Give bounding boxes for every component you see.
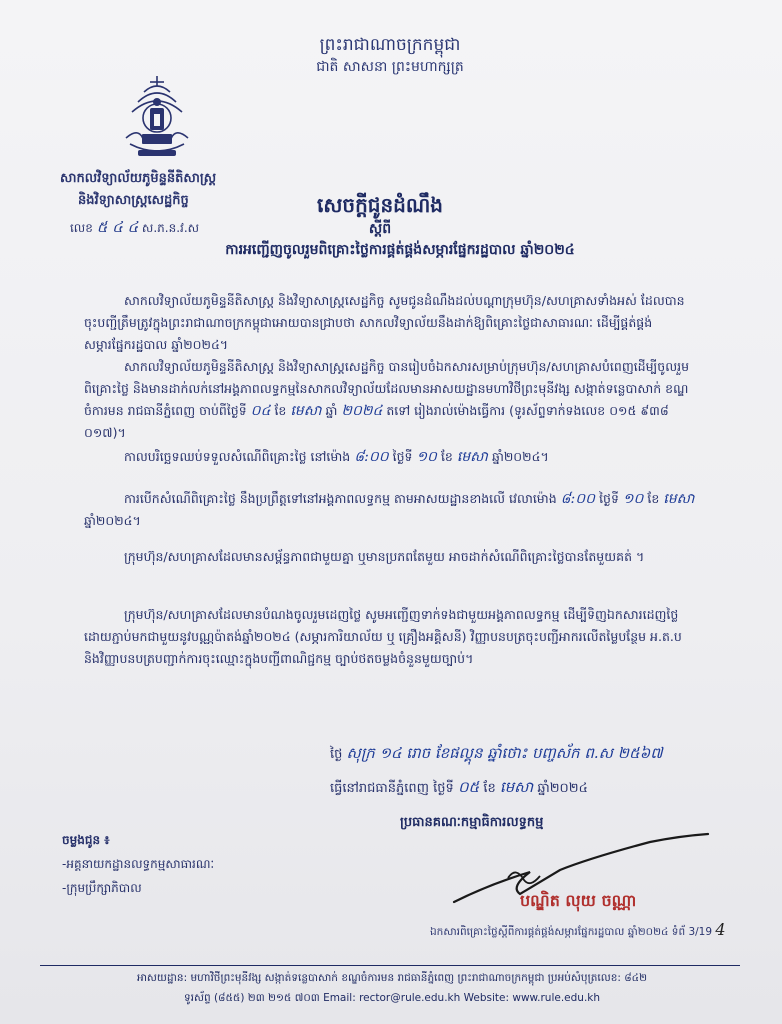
paragraph-deadline [84,446,696,468]
month-label: ខែ [274,403,287,418]
university-name: សាកលវិទ្យាល័យភូមិន្ទនីតិសាស្ត្រ [60,171,217,186]
handwritten-month: មេសា [499,778,534,796]
lunar-date-line [330,744,663,766]
university-emblem-icon [120,72,194,168]
lunar-date-prefix: ថ្ងៃ [330,747,343,762]
handwritten-page-mark: 4 [715,920,726,939]
cc-item: -ក្រុមប្រឹក្សាភិបាល [62,881,142,895]
national-motto: ជាតិ សាសនា ព្រះមហាក្សត្រ [316,59,464,75]
footer-address: អាសយដ្ឋាន: មហាវិថីព្រះមុនីវង្ស សង្កាត់ទន្លេបាសាក់ ខណ្ឌចំការមន រាជធានីភ្នំពេញ ព្រះរាជាណាចក្រកម្ពុជា ប្រអប់សំបុត្រលេខ: ៨៤២ [136,972,648,984]
deadline-text: កាលបរិច្ឆេទឈប់ទទួលសំណើពិគ្រោះថ្លៃ នៅម៉ោង [124,449,351,464]
reference-label: លេខ [70,221,93,235]
lunar-date-handwritten: សុក្រ ១៤ រោច ខែផល្គុន ឆ្នាំថោះ បញ្ចស័ក ព.ស ២៥៦៧ [346,744,663,762]
handwritten-time: ៨:០០ [560,491,596,507]
opening-text: ការបើកសំណើពិគ្រោះថ្លៃ នឹងប្រព្រឹត្តទៅនៅអង្គភាពលទ្ធកម្ម តាមអាសយដ្ឋានខាងលើ វេលាម៉ោង [124,491,557,506]
handwritten-day: ០៥ [457,778,480,796]
institute-name: និងវិទ្យាសាស្ត្រសេដ្ឋកិច្ច [78,193,189,208]
reference-handwritten: ៥ ៤ ៤ [96,218,139,236]
day-label: ថ្ងៃទី [392,449,413,464]
place-date-text: ធ្វើនៅរាជធានីភ្នំពេញ ថ្ងៃទី [330,781,454,796]
handwritten-month: មេសា [290,403,322,419]
paragraph-documents-tail: តទៅ រៀងរាល់ម៉ោងធ្វើការ (ទូរស័ព្ទទាក់ទងលេខ ០១៥ ៩៣៨ ០១៧)។ [84,403,669,440]
paragraph-intro [84,290,696,356]
footer-contact: ទូរស័ព្ទ (៨៥៥) ២៣ ២១៥ ៧០៣ Email: rector@rule.edu.kh Website: www.rule.edu.kh [183,992,601,1004]
handwritten-month: មេសា [456,449,488,465]
handwritten-day: ១០ [416,449,437,465]
month-label: ខែ [483,781,496,796]
affiliation-text: ក្រុមហ៊ុន/សហគ្រាសដែលមានសម្ព័ន្ធភាពជាមួយគ្នា ឬមានប្រភពតែមួយ អាចដាក់សំណើពិគ្រោះថ្លៃបានតែមួយគត់ ។ [124,549,645,564]
document-page-note [430,920,726,941]
reference-number [70,218,199,240]
place-date-line [330,778,588,800]
kingdom-heading: ព្រះរាជាណាចក្រកម្ពុជា [319,35,461,55]
year-label: ឆ្នាំ២០២៤។ [84,513,141,528]
paragraph-opening [84,488,696,532]
footer-divider [40,965,740,966]
paragraph-requirements [84,604,696,670]
year-label: ឆ្នាំ២០២៤ [537,781,588,796]
page-note-text: ឯកសារពិគ្រោះថ្លៃស្តីពីការផ្គត់ផ្គង់សម្ភារផែ្នករដ្ឋបាល ឆ្នាំ២០២៤ ទំព័ 3/19 [430,926,713,938]
notice-subtitle: ស្តីពី [368,221,392,237]
handwritten-day: ០៤ [250,403,271,419]
notice-subject: ការអញ្ជើញចូលរួមពិគ្រោះថ្លៃការផ្គត់ផ្គង់សម្ភារផែ្នករដ្ឋបាល ឆ្នាំ២០២៤ [225,242,575,258]
signatory-name: បណ្ឌិត លុយ ចណ្ណា [520,891,637,910]
day-label: ថ្ងៃទី [599,491,619,506]
paragraph-documents [84,356,696,444]
year-label: ឆ្នាំ២០២៤។ [491,449,549,464]
handwritten-time: ៨:០០ [354,449,389,465]
cc-item: -អគ្គនាយកដ្ឋានលទ្ធកម្មសាធារណៈ [62,857,215,871]
paragraph-intro-text: សាកលវិទ្យាល័យភូមិន្ទនីតិសាស្ត្រ និងវិទ្យាសាស្ត្រសេដ្ឋកិច្ច សូមជូនដំណឹងដល់បណ្តាក្រុមហ៊ុន/សហគ្រាសទាំងអស់ ដែលបានចុះបញ្ជីត្រឹមត្រូវក្នុងព្រះរាជាណាចក្រកម្ពុជាអោយបានជ្រាបថា សាកលវិទ្យាល័យនឹងដាក់ឱ្យពិគ្រោះថ្លៃជាសាធារណៈ ដើម្បីផ្គត់ផ្គង់សម្ភារផែ្នករដ្ឋបាល ឆ្នាំ២០២៤។ [84,293,685,352]
cc-heading: ចម្លងជូន ៖ [62,833,110,847]
reference-suffix: ស.ភ.ន.វ.ស [141,221,200,235]
signatory-title: ប្រធានគណៈកម្មាធិការលទ្ធកម្ម [400,815,544,830]
paragraph-documents-text: សាកលវិទ្យាល័យភូមិន្ទនីតិសាស្ត្រ និងវិទ្យាសាស្ត្រសេដ្ឋកិច្ច បានរៀបចំឯកសារសម្រាប់ក្រុមហ៊ុន/សហគ្រាសបំពេញដើម្បីចូលរួមពិគ្រោះថ្លៃ និងមានដាក់លក់នៅអង្គភាពលទ្ធកម្មនៃសាកលវិទ្យាល័យដែលមានអាសយដ្ឋានមហាវិថីព្រះមុនីវង្ស សង្កាត់ទន្លេបាសាក់ ខណ្ឌចំការមន រាជធានីភ្នំពេញ ចាប់ពីថ្ងៃទី [84,359,690,418]
month-label: ខែ [647,491,660,506]
year-label: ឆ្នាំ [325,403,338,418]
handwritten-day: ១០ [622,491,644,507]
handwritten-year: ២០២៤ [341,403,383,419]
handwritten-month: មេសា [663,491,695,507]
paragraph-affiliation [84,546,696,568]
notice-title: សេចក្តីជូនដំណឹង [317,193,443,217]
month-label: ខែ [440,449,453,464]
requirements-text: ក្រុមហ៊ុន/សហគ្រាសដែលមានបំណងចូលរួមដេញថ្លៃ សូមអញ្ជើញទាក់ទងជាមួយអង្គភាពលទ្ធកម្ម ដើម្បីទិញឯកសារដេញថ្លៃ ដោយភ្ជាប់មកជាមួយនូវបណ្ណប៉ាតង់ឆ្នាំ២០២៤ (សម្ភារការិយាល័យ ឬ គ្រឿងអគ្គិសនី) វិញ្ញាបនបត្រចុះបញ្ជីអាករលើតម្លៃបន្ថែម អ.ត.ប និងវិញ្ញាបនបត្របញ្ជាក់ការចុះឈ្មោះក្នុងបញ្ជីពាណិជ្ជកម្ម ច្បាប់ថតចម្លងចំនួនមួយច្បាប់។ [84,607,682,666]
